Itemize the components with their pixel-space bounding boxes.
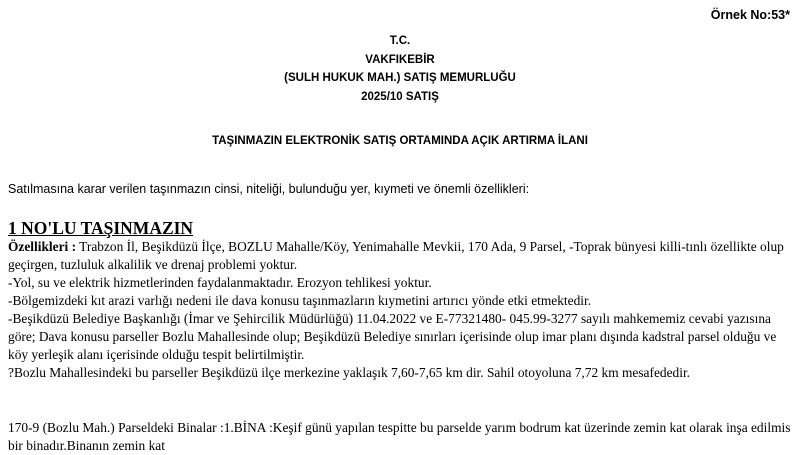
land-value-line: -Bölgemizdeki kıt arazi varlığı nedeni ile dava konusu taşınmazların kıymetini artırıcı yönde etki etmektedir. (8, 293, 592, 308)
features-text: Trabzon İl, Beşikdüzü İlçe, BOZLU Mahalle/Köy, Yenimahalle Mevkii, 170 Ada, 9 Parsel, -Toprak bünyesi killi-tınlı özellikte olup geçirgen, tuzluluk alkalilik ve drenaj problemi yoktur. (8, 239, 784, 272)
property-title: 1 NO'LU TAŞINMAZIN (8, 218, 194, 238)
zoning-paragraph: -Beşikdüzü Belediye Başkanlığı (İmar ve Şehircilik Müdürlüğü) 11.04.2022 ve E-77321480- 045.99-3277 sayılı mahkememiz cevabi yazısına göre; Dava konusu parseller Bozlu Mahallesinde olup; Beşikdüzü Belediye sınırları içerisinde olup imar planı dışında kadstral parsel olduğu ve köy yerleşik alanı içerisinde olduğu tespit belirtilmiştir. (8, 311, 777, 362)
features-paragraph (8, 238, 792, 274)
property-description (8, 238, 792, 382)
sample-number: Örnek No:53* (710, 8, 790, 22)
announcement-title: TAŞINMAZIN ELEKTRONİK SATIŞ ORTAMINDA AÇIK ARTIRMA İLANI (212, 135, 588, 147)
features-label: Özellikleri : (8, 239, 77, 254)
buildings-paragraph: 170-9 (Bozlu Mah.) Parseldeki Binalar :1.BİNA :Keşif günü yapılan tespitte bu parselde yarım bodrum kat üzerinde zemin kat olarak inşa edilmis bir binadır.Binanın zemin kat (8, 420, 791, 453)
intro-text: Satılmasına karar verilen taşınmazın cinsi, niteliği, bulunduğu yer, kıymeti ve önemli özellikleri: (8, 182, 530, 196)
header-line-city: VAKFIKEBİR (365, 53, 435, 66)
header-line-office: (SULH HUKUK MAH.) SATIŞ MEMURLUĞU (284, 72, 516, 84)
distance-line: ?Bozlu Mahallesindeki bu parseller Beşikdüzü ilçe merkezine yaklaşık 7,60-7,65 km dir. Sahil otoyoluna 7,72 km mesafededir. (8, 365, 691, 380)
header-line-tc: T.C. (389, 35, 411, 47)
header-line-file-no: 2025/10 SATIŞ (361, 90, 439, 103)
document-header (0, 32, 800, 106)
utilities-line: -Yol, su ve elektrik hizmetlerinden faydalanmaktadır. Erozyon tehlikesi yoktur. (8, 275, 432, 290)
